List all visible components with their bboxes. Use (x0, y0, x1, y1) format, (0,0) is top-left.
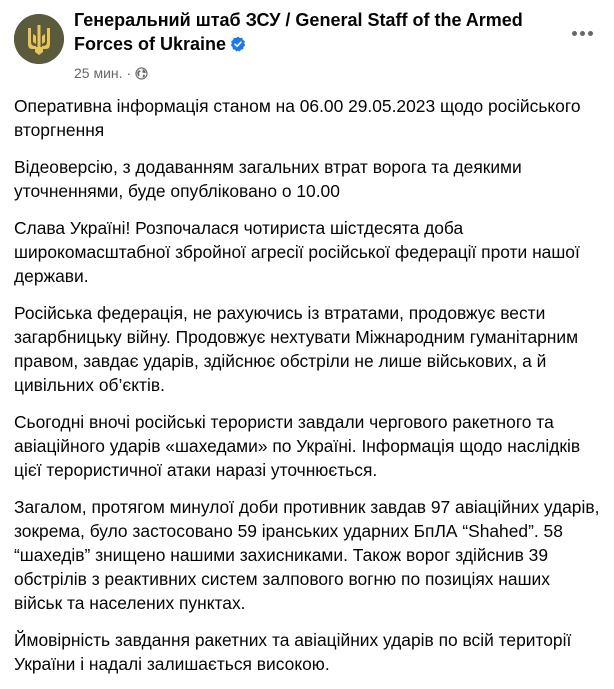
post-paragraph: Оперативна інформація станом на 06.00 29.05.2023 щодо російського вторгнення (14, 96, 581, 140)
post-header (14, 6, 600, 86)
more-options-button[interactable] (564, 22, 600, 46)
author-name-link[interactable]: Генеральний штаб ЗСУ / General Staff of the Armed Forces of Ukraine (74, 10, 523, 54)
more-dot-icon (588, 31, 593, 36)
post-body (14, 94, 600, 689)
post-paragraph: Слава Україні! Розпочалася чотириста шістдесята доба широкомасштабної збройної агресії російської федерації проти нашої держави. (14, 218, 580, 286)
more-dot-icon (572, 31, 577, 36)
post-meta (74, 64, 148, 82)
post-paragraph: Сьогодні вночі російські терористи завдали чергового ракетного та авіаційного ударів «шахедами» по Україні. Інформація щодо наслідків цієї терористичної атаки наразі уточнюється. (14, 412, 581, 480)
meta-separator: · (126, 65, 132, 81)
page-avatar[interactable] (14, 14, 64, 64)
post-timestamp-link[interactable]: 25 мин. (74, 65, 123, 81)
trident-emblem-icon (14, 14, 64, 64)
post-paragraph: Російська федерація, не рахуючись із втратами, продовжує вести загарбницьку війну. Продовжує нехтувати Міжнародним гуманітарним правом, завдає ударів, здійснює обстріли не лише військових, а й цивільних об’єктів. (14, 303, 579, 395)
globe-icon[interactable] (135, 67, 148, 80)
post-paragraph: Відеоверсію, з додаванням загальних втрат ворога та деякими уточненнями, буде опубліковано о 10.00 (14, 157, 522, 201)
post-paragraph: Ймовірність завдання ракетних та авіаційних ударів по всій території України і надалі залишається високою. (14, 630, 572, 674)
post-paragraph: Загалом, протягом минулої доби противник завдав 97 авіаційних ударів, зокрема, було застосовано 59 іранських ударних БпЛА “Shahed”. 58 “шахедів” знищено нашими захисниками. Також ворог здійснив 39 обстрілів з реактивних систем залпового вогню по позиціях наших військ та населених пунктах. (14, 497, 600, 613)
post-author (74, 8, 562, 56)
more-dot-icon (580, 31, 585, 36)
verified-badge-icon (230, 36, 246, 52)
